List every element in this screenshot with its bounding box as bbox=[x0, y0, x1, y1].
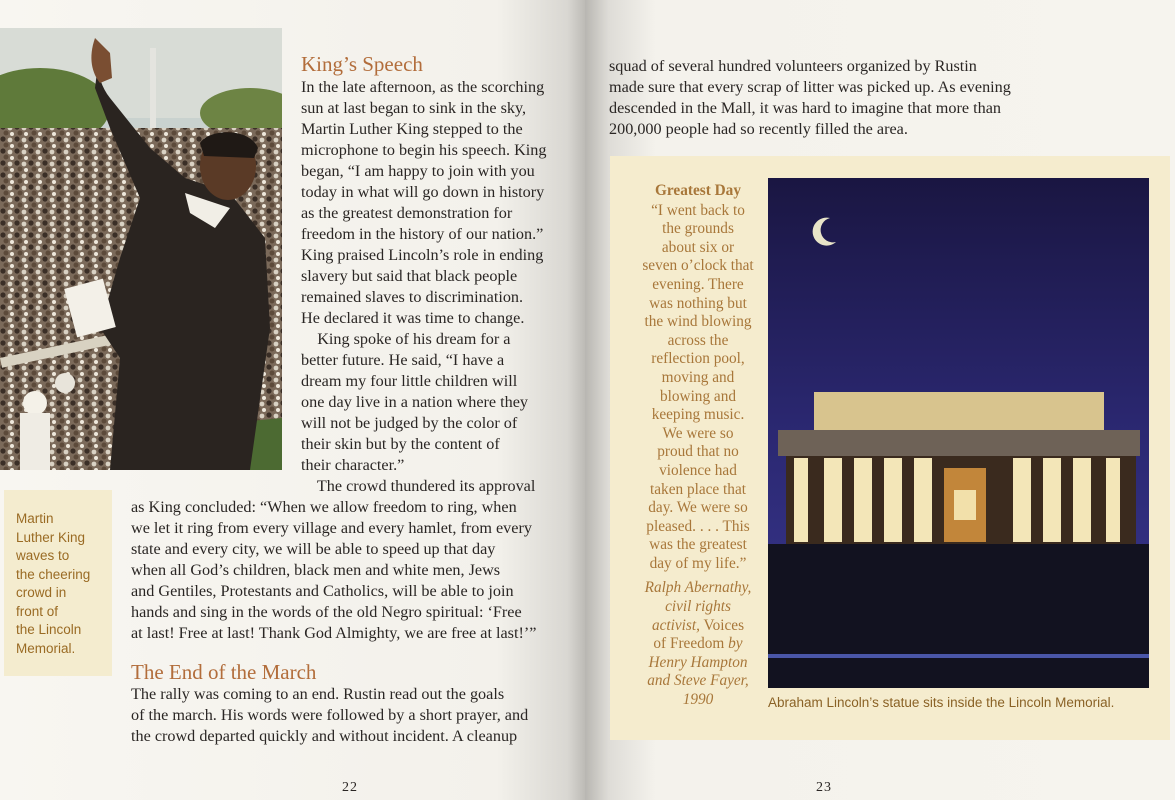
text-line: remained slaves to discrimination. bbox=[301, 288, 524, 306]
text-line: 200,000 people had so recently filled the area. bbox=[609, 120, 908, 138]
lincoln-memorial-photo bbox=[768, 178, 1149, 688]
caption-line: Memorial. bbox=[16, 640, 76, 656]
caption-line: Luther King bbox=[16, 529, 86, 545]
quote-line: reflection pool, bbox=[651, 350, 745, 368]
quote-line: moving and bbox=[661, 368, 735, 386]
quote-line: proud that no bbox=[657, 443, 739, 461]
quote-line: was the greatest bbox=[649, 536, 747, 554]
quote-line: was nothing but bbox=[649, 294, 747, 312]
cleanup-paragraph bbox=[609, 56, 1011, 140]
caption-line: Martin bbox=[16, 511, 54, 526]
attribution-part: of Freedom bbox=[653, 635, 725, 653]
king-photo-caption bbox=[4, 490, 112, 676]
end-of-march-heading: The End of the March bbox=[131, 660, 317, 684]
text-line: better future. He said, “I have a bbox=[301, 351, 505, 369]
text-line: today in what will go down in history bbox=[301, 183, 545, 201]
text-line: the crowd departed quickly and without incident. A cleanup bbox=[131, 727, 518, 745]
text-line: He declared it was time to change. bbox=[301, 309, 525, 327]
quote-line: “I went back to bbox=[651, 201, 745, 219]
page-number-right: 23 bbox=[816, 780, 832, 795]
text-line: King spoke of his dream for a bbox=[301, 330, 511, 348]
attribution-part: 1990 bbox=[682, 691, 714, 709]
quote-line: about six or bbox=[661, 238, 735, 256]
caption-line: waves to bbox=[16, 548, 70, 563]
attribution-line bbox=[632, 579, 764, 598]
caption-line: crowd in bbox=[16, 585, 67, 600]
caption-line: front of bbox=[16, 603, 59, 619]
text-line: made sure that every scrap of litter was picked up. As evening bbox=[609, 78, 1011, 96]
text-line: slavery but said that black people bbox=[301, 267, 518, 285]
quote-line: the wind blowing bbox=[644, 313, 752, 331]
quote-line: taken place that bbox=[650, 480, 746, 498]
text-line: microphone to begin his speech. King bbox=[301, 141, 547, 159]
text-line: sun at last began to sink in the sky, bbox=[301, 99, 527, 117]
attribution-line bbox=[632, 617, 764, 636]
attribution-line bbox=[632, 691, 764, 710]
quote-line: across the bbox=[667, 331, 729, 349]
king-waving-photo bbox=[0, 28, 282, 470]
attribution-part: Ralph Abernathy, bbox=[644, 579, 752, 597]
page-number-left: 22 bbox=[342, 780, 358, 795]
text-line: In the late afternoon, as the scorching bbox=[301, 78, 545, 96]
text-line: will not be judged by the color of bbox=[301, 414, 518, 432]
quote-line: the grounds bbox=[662, 220, 734, 238]
attribution-line bbox=[632, 635, 764, 654]
text-line: squad of several hundred volunteers organized by Rustin bbox=[609, 57, 977, 75]
text-line: as the greatest demonstration for bbox=[301, 204, 513, 222]
attribution-part: by bbox=[728, 635, 743, 653]
text-line: hands and sing in the words of the old Negro spiritual: ‘Free bbox=[131, 603, 522, 621]
attribution-line bbox=[632, 672, 764, 691]
text-line: The crowd thundered its approval bbox=[301, 477, 536, 495]
quote-title: Greatest Day bbox=[655, 182, 741, 199]
text-line: of the march. His words were followed by a short prayer, and bbox=[131, 706, 529, 724]
text-line: began, “I am happy to join with you bbox=[301, 162, 535, 180]
attribution-part: activist, bbox=[651, 616, 700, 634]
attribution-part: Henry Hampton bbox=[648, 653, 748, 671]
quote-line: violence had bbox=[659, 461, 737, 479]
text-line: one day live in a nation where they bbox=[301, 393, 528, 411]
quote-line: We were so bbox=[662, 424, 734, 442]
text-line: King praised Lincoln’s role in ending bbox=[301, 246, 544, 264]
text-line: dream my four little children will bbox=[301, 372, 518, 390]
text-line: state and every city, we will be able to speed up that day bbox=[131, 540, 496, 558]
text-line: at last! Free at last! Thank God Almighty, we are free at last!’” bbox=[131, 624, 537, 642]
attribution-line bbox=[632, 654, 764, 673]
text-line: descended in the Mall, it was hard to imagine that more than bbox=[609, 99, 1001, 117]
quote-line: day. We were so bbox=[648, 499, 748, 517]
text-line: we let it ring from every village and every hamlet, from every bbox=[131, 519, 532, 537]
caption-line: the cheering bbox=[16, 566, 91, 582]
greatest-day-quote bbox=[632, 182, 764, 710]
attribution-line bbox=[632, 598, 764, 617]
text-line: Martin Luther King stepped to the bbox=[301, 120, 523, 138]
attribution-part: Voices bbox=[703, 616, 745, 634]
quote-line: blowing and bbox=[659, 387, 737, 405]
quote-line: pleased. . . . This bbox=[646, 517, 750, 535]
text-line: when all God’s children, black men and white men, Jews bbox=[131, 561, 501, 579]
attribution-part: civil rights bbox=[665, 598, 731, 616]
quote-line: seven o’clock that bbox=[642, 257, 754, 275]
quote-line: keeping music. bbox=[651, 406, 745, 424]
attribution-part: and Steve Fayer, bbox=[647, 672, 749, 690]
kings-speech-column bbox=[301, 77, 546, 497]
end-of-march-paragraph bbox=[131, 684, 528, 747]
text-line: as King concluded: “When we allow freedom to ring, when bbox=[131, 498, 517, 516]
memorial-photo-caption: Abraham Lincoln’s statue sits inside the Lincoln Memorial. bbox=[768, 695, 1115, 710]
text-line: their character.” bbox=[301, 456, 405, 474]
text-line: The rally was coming to an end. Rustin read out the goals bbox=[131, 685, 505, 703]
text-line: their skin but by the content of bbox=[301, 435, 500, 453]
quote-line: evening. There bbox=[652, 275, 744, 293]
kings-speech-heading: King’s Speech bbox=[301, 52, 423, 76]
caption-line: the Lincoln bbox=[16, 622, 82, 637]
quote-line: day of my life.” bbox=[649, 554, 747, 572]
speech-conclusion-paragraph bbox=[131, 497, 536, 644]
text-line: freedom in the history of our nation.” bbox=[301, 225, 544, 243]
text-line: and Gentiles, Protestants and Catholics, will be able to join bbox=[131, 582, 514, 600]
